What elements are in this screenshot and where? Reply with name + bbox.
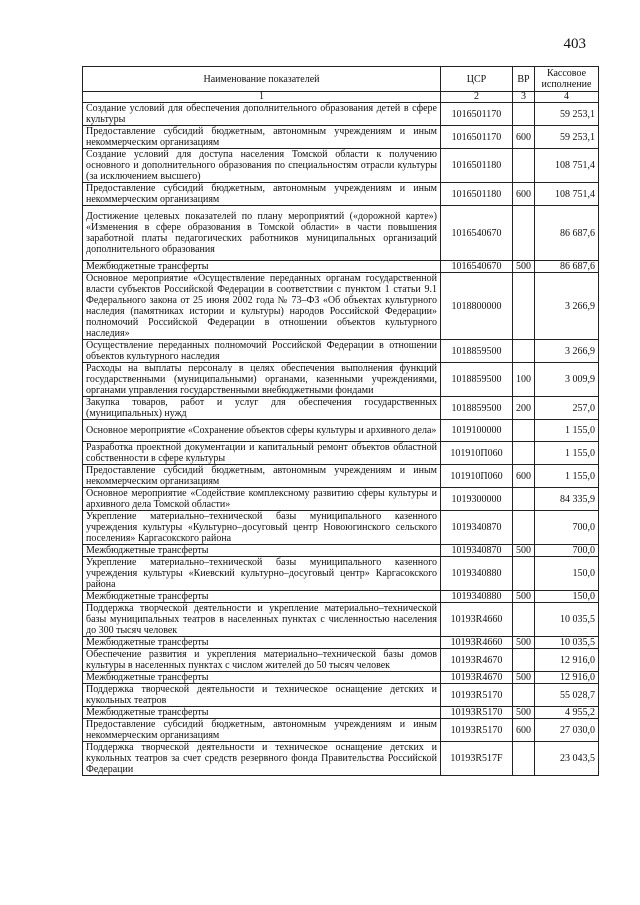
- row-csr-cell: 10193R4670: [441, 672, 513, 684]
- row-vr-cell: [513, 649, 535, 672]
- row-name-cell: Межбюджетные трансферты: [83, 591, 441, 603]
- column-number: 2: [441, 92, 513, 103]
- row-name-cell: Разработка проектной документации и капитальный ремонт объектов областной собственности в сфере культуры: [83, 442, 441, 465]
- table-row: [83, 684, 599, 707]
- row-vr-cell: 600: [513, 126, 535, 149]
- row-sum-cell: 3 266,9: [535, 273, 599, 340]
- row-vr-cell: [513, 442, 535, 465]
- row-sum-cell: 4 955,2: [535, 707, 599, 719]
- column-number: 4: [535, 92, 599, 103]
- row-sum-cell: 84 335,9: [535, 488, 599, 511]
- row-name-cell: Основное мероприятие «Осуществление переданных органам государственной власти субъектов Российской Федерации в соответствии с пунктом 1 статьи 9.1 Федерального закона от 25 июня 2002 года № 73–ФЗ «Об объектах культурного наследия (памятниках истории и культуры) народов Российской Федерации» полномочий Российской Федерации в отношении объектов культурного наследия»: [83, 273, 441, 340]
- row-vr-cell: [513, 340, 535, 363]
- table-row: [83, 637, 599, 649]
- header-sum: Кассовое исполнение: [535, 67, 599, 92]
- row-name-cell: Предоставление субсидий бюджетным, автономным учреждениям и иным некоммерческим организациям: [83, 465, 441, 488]
- row-vr-cell: [513, 103, 535, 126]
- table-row: [83, 591, 599, 603]
- row-csr-cell: 1016501170: [441, 103, 513, 126]
- row-vr-cell: 200: [513, 397, 535, 420]
- row-csr-cell: 101910П060: [441, 442, 513, 465]
- row-vr-cell: [513, 206, 535, 261]
- row-csr-cell: 10193R4670: [441, 649, 513, 672]
- row-sum-cell: 1 155,0: [535, 465, 599, 488]
- row-vr-cell: [513, 684, 535, 707]
- row-csr-cell: 1018859500: [441, 340, 513, 363]
- table-row: [83, 206, 599, 261]
- table-row: [83, 557, 599, 591]
- row-csr-cell: 10193R4660: [441, 637, 513, 649]
- row-vr-cell: 500: [513, 591, 535, 603]
- row-csr-cell: 10193R4660: [441, 603, 513, 637]
- row-csr-cell: 1016540670: [441, 261, 513, 273]
- row-name-cell: Межбюджетные трансферты: [83, 637, 441, 649]
- row-csr-cell: 10193R517F: [441, 742, 513, 776]
- row-name-cell: Поддержка творческой деятельности и техническое оснащение детских и кукольных театров: [83, 684, 441, 707]
- row-vr-cell: 500: [513, 637, 535, 649]
- row-vr-cell: 500: [513, 672, 535, 684]
- row-name-cell: Предоставление субсидий бюджетным, автономным учреждениям и иным некоммерческим организациям: [83, 126, 441, 149]
- budget-table: [82, 66, 599, 776]
- row-vr-cell: 100: [513, 363, 535, 397]
- row-sum-cell: 12 916,0: [535, 649, 599, 672]
- row-vr-cell: [513, 149, 535, 183]
- table-row: [83, 719, 599, 742]
- row-sum-cell: 108 751,4: [535, 183, 599, 206]
- header-csr: ЦСР: [441, 67, 513, 92]
- row-sum-cell: 150,0: [535, 557, 599, 591]
- table-row: [83, 465, 599, 488]
- row-name-cell: Межбюджетные трансферты: [83, 261, 441, 273]
- row-csr-cell: 101910П060: [441, 465, 513, 488]
- row-csr-cell: 1016501180: [441, 149, 513, 183]
- row-vr-cell: [513, 557, 535, 591]
- column-numbers-row: [83, 92, 599, 103]
- table-row: [83, 273, 599, 340]
- row-sum-cell: 86 687,6: [535, 261, 599, 273]
- row-csr-cell: 1018800000: [441, 273, 513, 340]
- row-sum-cell: 10 035,5: [535, 603, 599, 637]
- row-csr-cell: 1019340880: [441, 591, 513, 603]
- row-csr-cell: 10193R5170: [441, 719, 513, 742]
- table-row: [83, 511, 599, 545]
- row-name-cell: Осуществление переданных полномочий Российской Федерации в отношении объектов культурного наследия: [83, 340, 441, 363]
- row-csr-cell: 1019300000: [441, 488, 513, 511]
- row-sum-cell: 12 916,0: [535, 672, 599, 684]
- row-sum-cell: 700,0: [535, 511, 599, 545]
- header-vr: ВР: [513, 67, 535, 92]
- table-row: [83, 603, 599, 637]
- row-name-cell: Достижение целевых показателей по плану мероприятий («дорожной карте») «Изменения в сфере образования в Томской области» в части повышения заработной платы педагогических работников муниципальных организаций дополнительного образования: [83, 206, 441, 261]
- row-csr-cell: 1016540670: [441, 206, 513, 261]
- row-vr-cell: 600: [513, 719, 535, 742]
- row-sum-cell: 108 751,4: [535, 149, 599, 183]
- table-row: [83, 420, 599, 442]
- table-row: [83, 363, 599, 397]
- row-name-cell: Предоставление субсидий бюджетным, автономным учреждениям и иным некоммерческим организациям: [83, 183, 441, 206]
- row-csr-cell: 1019340880: [441, 557, 513, 591]
- row-name-cell: Основное мероприятие «Содействие комплексному развитию сферы культуры и архивного дела Томской области»: [83, 488, 441, 511]
- table-row: [83, 545, 599, 557]
- table-row: [83, 397, 599, 420]
- row-name-cell: Предоставление субсидий бюджетным, автономным учреждениям и иным некоммерческим организациям: [83, 719, 441, 742]
- row-sum-cell: 10 035,5: [535, 637, 599, 649]
- column-number: 3: [513, 92, 535, 103]
- row-vr-cell: [513, 488, 535, 511]
- row-vr-cell: [513, 420, 535, 442]
- row-vr-cell: 600: [513, 465, 535, 488]
- row-name-cell: Создание условий для обеспечения дополнительного образования детей в сфере культуры: [83, 103, 441, 126]
- row-name-cell: Поддержка творческой деятельности и техническое оснащение детских и кукольных театров за счет средств резервного фонда Правительства Российской Федерации: [83, 742, 441, 776]
- row-vr-cell: [513, 742, 535, 776]
- row-sum-cell: 700,0: [535, 545, 599, 557]
- row-sum-cell: 23 043,5: [535, 742, 599, 776]
- row-name-cell: Расходы на выплаты персоналу в целях обеспечения выполнения функций государственными (муниципальными) органами, казенными учреждениями, органами управления государственными внебюджетными фондами: [83, 363, 441, 397]
- table-header-row: [83, 67, 599, 92]
- row-name-cell: Укрепление материально–технической базы муниципального казенного учреждения культуры «Культурно–досуговый центр Новоюгинского сельского поселения» Каргасокского района: [83, 511, 441, 545]
- row-csr-cell: 1018859500: [441, 397, 513, 420]
- row-csr-cell: 10193R5170: [441, 707, 513, 719]
- row-name-cell: Поддержка творческой деятельности и укрепление материально–технической базы муниципальных театров в населенных пунктах с численностью населения до 300 тысяч человек: [83, 603, 441, 637]
- row-vr-cell: 600: [513, 183, 535, 206]
- row-vr-cell: [513, 273, 535, 340]
- row-vr-cell: 500: [513, 261, 535, 273]
- page-number: 403: [563, 36, 586, 52]
- row-vr-cell: 500: [513, 707, 535, 719]
- row-csr-cell: 1018859500: [441, 363, 513, 397]
- row-vr-cell: [513, 603, 535, 637]
- row-name-cell: Создание условий для доступа населения Томской области к получению основного и дополнительного образования по специальностям отрасли культуры (за исключением высшего): [83, 149, 441, 183]
- row-name-cell: Обеспечение развития и укрепления материально–технической базы домов культуры в населенных пунктах с числом жителей до 50 тысяч человек: [83, 649, 441, 672]
- row-sum-cell: 257,0: [535, 397, 599, 420]
- row-sum-cell: 59 253,1: [535, 126, 599, 149]
- table-row: [83, 742, 599, 776]
- row-vr-cell: [513, 511, 535, 545]
- row-name-cell: Межбюджетные трансферты: [83, 672, 441, 684]
- table-row: [83, 707, 599, 719]
- table-row: [83, 488, 599, 511]
- row-sum-cell: 59 253,1: [535, 103, 599, 126]
- row-csr-cell: 1019340870: [441, 545, 513, 557]
- table-row: [83, 442, 599, 465]
- table-row: [83, 649, 599, 672]
- row-sum-cell: 55 028,7: [535, 684, 599, 707]
- row-sum-cell: 3 009,9: [535, 363, 599, 397]
- row-sum-cell: 1 155,0: [535, 442, 599, 465]
- row-vr-cell: 500: [513, 545, 535, 557]
- row-name-cell: Основное мероприятие «Сохранение объектов сферы культуры и архивного дела»: [83, 420, 441, 442]
- table-row: [83, 261, 599, 273]
- table-row: [83, 126, 599, 149]
- table-row: [83, 183, 599, 206]
- header-name: Наименование показателей: [83, 67, 441, 92]
- row-sum-cell: 3 266,9: [535, 340, 599, 363]
- row-sum-cell: 150,0: [535, 591, 599, 603]
- table-row: [83, 340, 599, 363]
- row-csr-cell: 1019340870: [441, 511, 513, 545]
- row-sum-cell: 86 687,6: [535, 206, 599, 261]
- row-sum-cell: 27 030,0: [535, 719, 599, 742]
- row-sum-cell: 1 155,0: [535, 420, 599, 442]
- row-name-cell: Межбюджетные трансферты: [83, 545, 441, 557]
- row-csr-cell: 1016501180: [441, 183, 513, 206]
- row-csr-cell: 10193R5170: [441, 684, 513, 707]
- row-name-cell: Межбюджетные трансферты: [83, 707, 441, 719]
- table-row: [83, 103, 599, 126]
- row-csr-cell: 1016501170: [441, 126, 513, 149]
- row-csr-cell: 1019100000: [441, 420, 513, 442]
- row-name-cell: Закупка товаров, работ и услуг для обеспечения государственных (муниципальных) нужд: [83, 397, 441, 420]
- table-row: [83, 672, 599, 684]
- table-row: [83, 149, 599, 183]
- row-name-cell: Укрепление материально–технической базы муниципального казенного учреждения культуры «Киевский культурно–досуговый центр» Каргасокского района: [83, 557, 441, 591]
- column-number: 1: [83, 92, 441, 103]
